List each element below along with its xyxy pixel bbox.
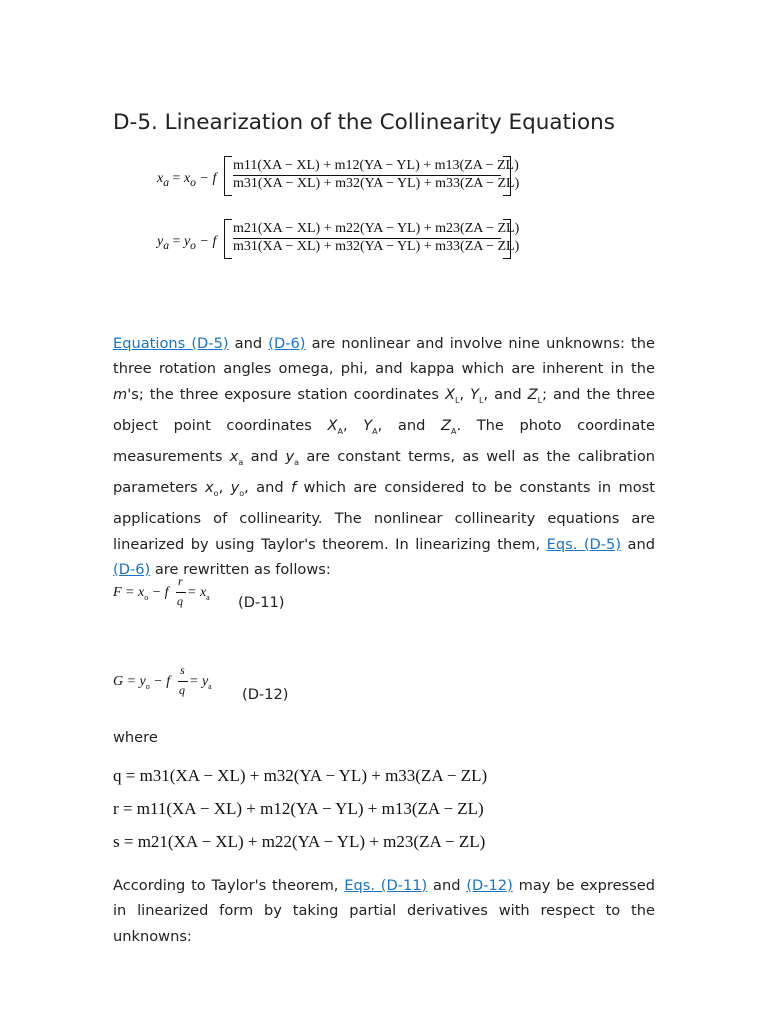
- link-equations-d5[interactable]: Equations (D-5): [113, 335, 229, 352]
- right-bracket: [503, 156, 511, 196]
- link-eqs-d5[interactable]: Eqs. (D-5): [546, 535, 622, 553]
- equation-number-d12: (D-12): [242, 686, 289, 703]
- fraction-bar: [178, 681, 188, 682]
- s-symbol: s: [180, 663, 185, 677]
- q-symbol: q: [179, 683, 185, 697]
- xa-symbol: x: [157, 171, 164, 186]
- left-bracket: [224, 219, 232, 259]
- link-eqs-d11[interactable]: Eqs. (D-11): [344, 877, 428, 894]
- link-d6-2[interactable]: (D-6): [113, 561, 151, 578]
- equation-xa: $x_a = x_o - f$ m11(XA − XL) + m12(YA − YL) + m13(ZA − ZL) m31(XA − XL) + m32(YA − YL) + m33(ZA − ZL): [157, 156, 517, 198]
- where-label: where: [113, 729, 158, 746]
- right-bracket: [503, 219, 511, 259]
- q-definition: q = m31(XA − XL) + m32(YA − YL) + m33(ZA − ZL): [113, 766, 488, 785]
- equation-g: $G = y_o - f$ s q = $y_a$: [113, 663, 212, 697]
- q-symbol: q: [177, 594, 183, 608]
- equation-f: $F = x_o - f$ r q = $x_a$: [113, 574, 210, 608]
- link-d12[interactable]: (D-12): [466, 877, 513, 894]
- r-definition: r = m11(XA − XL) + m12(YA − YL) + m13(ZA − ZL): [113, 799, 484, 818]
- xa-numerator: m11(XA − XL) + m12(YA − YL) + m13(ZA − ZL): [233, 158, 519, 173]
- left-bracket: [224, 156, 232, 196]
- body-paragraph-2: According to Taylor's theorem, Eqs. (D-11) and (D-12) may be expressed in linearized form by taking partial derivatives with respect to the unknowns:: [113, 877, 655, 945]
- link-d6[interactable]: (D-6): [268, 335, 306, 352]
- equation-ya: $y_a = y_o - f$ m21(XA − XL) + m22(YA − YL) + m23(ZA − ZL) m31(XA − XL) + m32(YA − YL) + m33(ZA − ZL): [157, 219, 517, 261]
- ya-numerator: m21(XA − XL) + m22(YA − YL) + m23(ZA − ZL): [233, 221, 520, 236]
- body-paragraph-1: Equations (D-5) and (D-6) are nonlinear and involve nine unknowns: the three rotation angles omega, phi, and kappa which are inherent in the m's; the three exposure station coordinates $X_L$, $Y_L$, and $Z_L$; and the three object point coordinates $X_A$, $Y_A$, and $Z_A$. The photo coordinate measurements $x_a$ and $y_a$ are constant terms, as well as the calibration parameters $x_o$, $y_o$, and f which are considered to be constants in most applications of collinearity. The nonlinear collinearity equations are linearized by using Taylor's theorem. In linearizing them, Eqs. (D-5) and (D-6) are rewritten as follows:: [113, 335, 656, 578]
- ya-symbol: y: [157, 234, 164, 249]
- s-definition: s = m21(XA − XL) + m22(YA − YL) + m23(ZA − ZL): [113, 832, 486, 851]
- fraction-bar: [176, 592, 186, 593]
- r-symbol: r: [178, 574, 183, 588]
- ya-denominator: m31(XA − XL) + m32(YA − YL) + m33(ZA − ZL): [233, 239, 520, 254]
- xa-denominator: m31(XA − XL) + m32(YA − YL) + m33(ZA − ZL): [233, 176, 520, 191]
- equation-number-d11: (D-11): [238, 594, 285, 611]
- page-title: D-5. Linearization of the Collinearity Equations: [113, 110, 615, 135]
